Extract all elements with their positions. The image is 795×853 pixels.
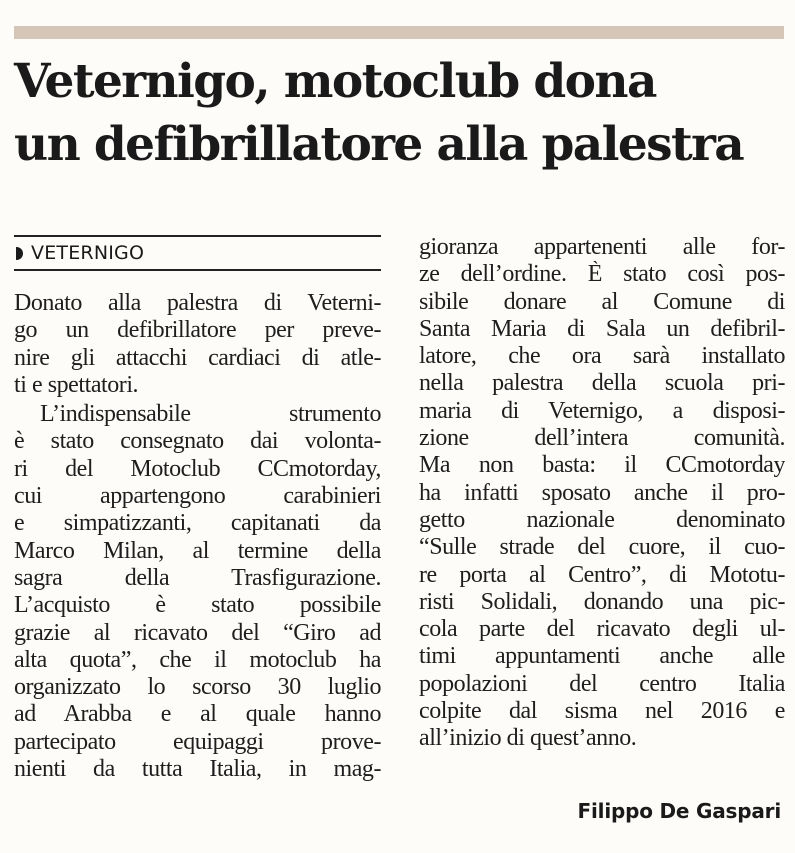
body-line: alta quota”, che il motoclub ha — [14, 646, 381, 673]
body-line: partecipato equipaggi prove- — [14, 728, 381, 755]
body-line: Ma non basta: il CCmotorday — [419, 452, 785, 479]
body-line: grazie al ricavato del “Giro ad — [14, 619, 381, 646]
body-line: sibile donare al Comune di — [419, 288, 785, 315]
article-headline — [14, 50, 794, 176]
body-line: Marco Milan, al termine della — [14, 537, 381, 564]
body-line: Santa Maria di Sala un defibril- — [419, 315, 785, 342]
body-line: organizzato lo scorso 30 luglio — [14, 674, 381, 701]
body-line: ri del Motoclub CCmotorday, — [14, 455, 381, 482]
body-line: L’indispensabile strumento — [40, 401, 381, 428]
body-line: cui appartengono carabinieri — [14, 483, 381, 510]
half-circle-bullet-icon — [16, 247, 23, 260]
body-line: “Sulle strade del cuore, il cuo- — [419, 534, 785, 561]
author-byline: Filippo De Gaspari — [577, 799, 781, 823]
headline-line: un defibrillatore alla palestra — [14, 117, 744, 172]
body-line: all’inizio di quest’anno. — [419, 725, 637, 752]
body-line: L’acquisto è stato possibile — [14, 592, 381, 619]
body-line: Donato alla palestra di Veterni- — [14, 290, 381, 316]
section-kicker — [14, 235, 381, 271]
body-line: ti e spettatori. — [14, 371, 139, 398]
body-line: è stato consegnato dai volonta- — [14, 428, 381, 455]
body-line: go un defibrillatore per preve- — [14, 317, 381, 344]
body-line: ad Arabba e al quale hanno — [14, 701, 381, 728]
body-line: timi appuntamenti anche alle — [419, 643, 785, 670]
body-line: ha infatti sposato anche il pro- — [419, 479, 785, 506]
body-column-right — [419, 234, 785, 753]
body-line: nire gli attacchi cardiaci di atle- — [14, 344, 381, 371]
body-line: sagra della Trasfigurazione. — [14, 564, 381, 591]
body-line: zione dell’intera comunità. — [419, 425, 785, 452]
body-line: latore, che ora sarà installato — [419, 343, 785, 370]
body-line: cola parte del ricavato degli ul- — [419, 616, 785, 643]
body-line: gioranza appartenenti alle for- — [419, 234, 785, 260]
body-line: colpite dal sisma nel 2016 e — [419, 698, 785, 725]
headline-line: Veternigo, motoclub dona — [14, 54, 656, 109]
body-line: risti Solidali, donando una pic- — [419, 588, 785, 615]
body-column-left — [14, 290, 381, 783]
body-line: re porta al Centro”, di Mototu- — [419, 561, 785, 588]
top-color-bar — [14, 26, 784, 39]
body-line: maria di Veternigo, a disposi- — [419, 397, 785, 424]
kicker-label: VETERNIGO — [31, 242, 145, 264]
body-line: popolazioni del centro Italia — [419, 670, 785, 697]
body-line: ze dell’ordine. È stato così pos- — [419, 261, 785, 288]
body-line: e simpatizzanti, capitanati da — [14, 510, 381, 537]
body-line: getto nazionale denominato — [419, 506, 785, 533]
body-line: nella palestra della scuola pri- — [419, 370, 785, 397]
body-line: nienti da tutta Italia, in mag- — [14, 756, 381, 783]
